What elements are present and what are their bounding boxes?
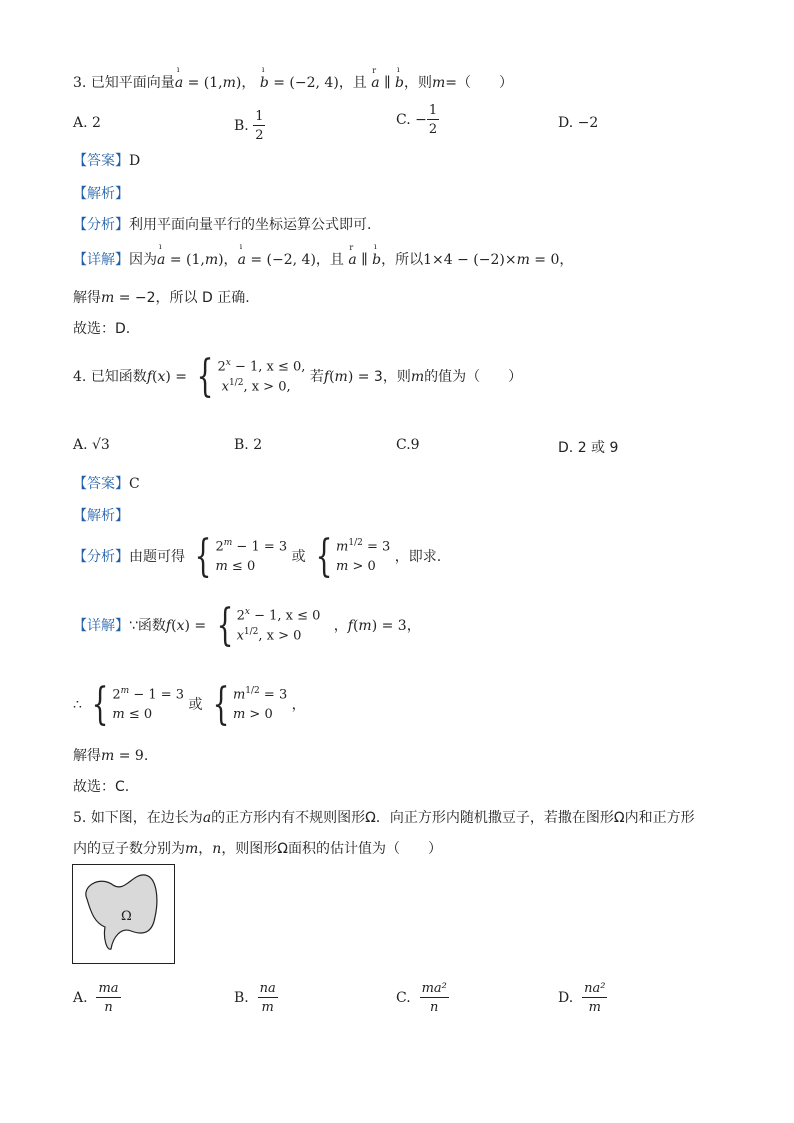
q3-stem: 3. 已知平面向量ı a = (1,m)， ı b = (−2, 4)，且 r a ∥ ı b，则m=（ ） [73,72,513,92]
q4-choose: 故选：C. [73,779,130,795]
square-figure [72,864,175,964]
q4-fenxi: 【分析】由题可得 { $2^m - 1 = 3$ m ≤ 0 或 { $m^{1/2} = 3$ m > 0 ，即求. [73,531,442,582]
q4-xiangjie: 【详解】∵函数f(x) = { $2^x - 1$, x ≤ 0 $x^{1/2}$, x > 0 ，f(m) = 3， [73,600,421,651]
q3-choose: 故选：D. [73,321,131,337]
q4-option-b: B. 2 [234,437,263,453]
q3-option-b: B. $\frac{1}{2}$ [234,109,264,143]
q4-option-c: C.9 [396,437,420,453]
q4-analysis-tag: 【解析】 [73,508,129,524]
q3-solve: 解得m = −2，所以 D 正确. [73,290,250,306]
q3-option-d: D. −2 [558,115,599,131]
q4-option-a: A. √3 [73,437,110,453]
omega-shape [73,865,174,963]
q3-xiangjie: 【详解】因为ı a = (1,m)，ı a = (−2, 4)，且 r a ∥ ı b，所以1×4 − (−2)×m = 0， [73,249,573,269]
q4-stem: 4. 已知函数f(x) = { $2^x - 1$, x ≤ 0, $x^{1/2}$, x > 0, 若f(m) = 3，则m的值为（ ） [73,351,523,402]
q3-answer: 【答案】D [73,153,141,169]
q5-option-a: A. $\frac{ma}{n}$ [73,981,119,1015]
q5-option-d: D. $\frac{\text{na²}}{m}$ [558,981,606,1015]
q4-answer: 【答案】C [73,476,140,492]
q5-stem-line2: 内的豆子数分别为m，n，则图形Ω面积的估计值为（ ） [73,841,443,857]
q3-option-a: A. 2 [73,115,101,131]
q3-analysis-tag: 【解析】 [73,186,129,202]
q5-option-b: B. $\frac{na}{m}$ [234,981,276,1015]
q5-option-c: C. $\frac{\text{ma²}}{n}$ [396,981,447,1015]
omega-label: Ω [121,909,132,924]
q3-option-c: C. − $\frac{1}{2}$ [396,103,438,137]
q5-stem-line1: 5. 如下图，在边长为a的正方形内有不规则图形Ω．向正方形内随机撒豆子，若撒在图形Ω内和正方形 [73,810,695,826]
q4-therefore: ∴ { $2^m - 1 = 3$ m ≤ 0 或 { $m^{1/2} = 3$ m > 0 ， [73,679,306,730]
q3-fenxi: 【分析】利用平面向量平行的坐标运算公式即可. [73,217,372,233]
q4-solve: 解得m = 9. [73,748,149,764]
q4-option-d: D. 2 或 9 [558,440,619,456]
